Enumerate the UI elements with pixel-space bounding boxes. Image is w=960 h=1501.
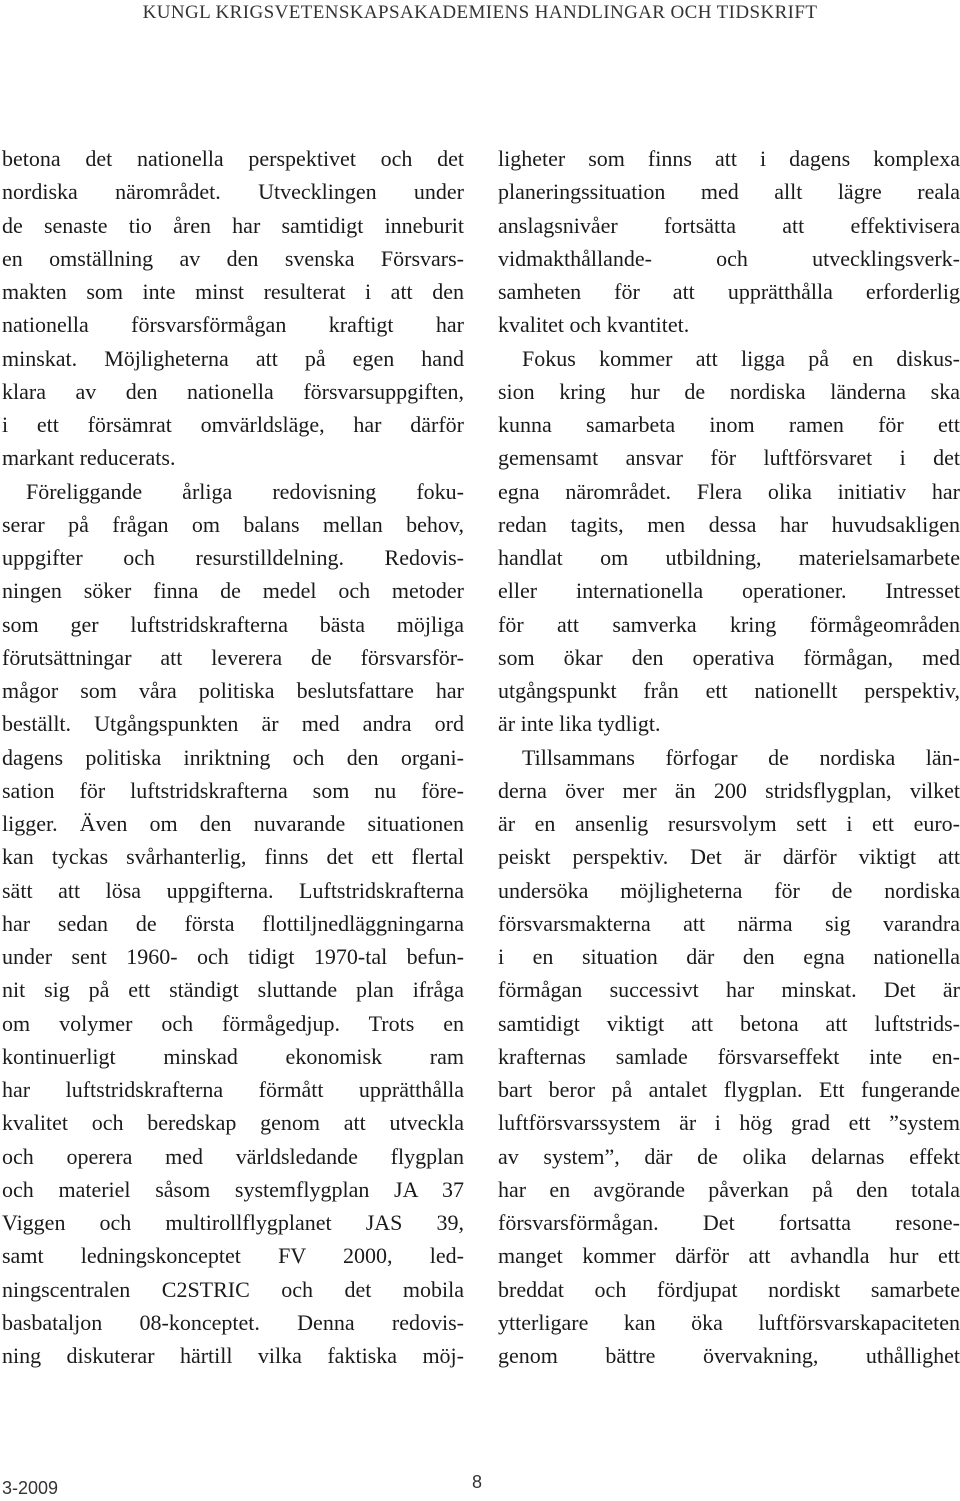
text-line: har en avgörande påverkan på den totala bbox=[498, 1176, 960, 1202]
text-line: mågor som våra politiska beslutsfattare har bbox=[2, 678, 464, 703]
text-line: nit sig på ett ständigt sluttande plan ifråga bbox=[2, 977, 464, 1003]
text-line: breddat och fördjupat nordiskt samarbete bbox=[498, 1276, 960, 1302]
text-line: samt ledningskonceptet FV 2000, led- bbox=[2, 1243, 464, 1269]
text-line: försvarsförmågan. Det fortsatta resone- bbox=[498, 1210, 960, 1235]
text-line: betona det nationella perspektivet och det bbox=[2, 146, 464, 171]
text-line: har luftstridskrafterna förmått upprätthålla bbox=[2, 1077, 464, 1102]
text-line: har sedan de första flottiljnedläggningarna bbox=[2, 910, 464, 936]
left-text-column bbox=[2, 142, 464, 1372]
text-line: ligheter som finns att i dagens komplexa bbox=[498, 146, 960, 171]
text-line: ligger. Även om den nuvarande situationen bbox=[2, 811, 464, 836]
text-line: nationella försvarsförmågan kraftigt har bbox=[2, 312, 464, 338]
text-line: som ökar den operativa förmågan, med bbox=[498, 644, 960, 670]
text-line: sion kring hur de nordiska länderna ska bbox=[498, 378, 960, 404]
paragraph-first-line: Föreliggande årliga redovisning foku- bbox=[26, 478, 464, 504]
text-line: vidmakthållande- och utvecklingsverk- bbox=[498, 245, 960, 271]
text-line: försvarsmakterna att närma sig varandra bbox=[498, 910, 960, 936]
text-line: krafternas samlade försvarseffekt inte en- bbox=[498, 1043, 960, 1069]
text-line: gemensamt ansvar för luftförsvaret i det bbox=[498, 445, 960, 471]
text-line: är inte lika tydligt. bbox=[498, 711, 661, 737]
text-line: kontinuerligt minskad ekonomisk ram bbox=[2, 1043, 464, 1069]
text-line: bart beror på antalet flygplan. Ett fungerande bbox=[498, 1077, 960, 1102]
right-text-column bbox=[498, 142, 960, 1372]
text-line: sation för luftstridskrafterna som nu före- bbox=[2, 777, 464, 803]
text-line: och materiel såsom systemflygplan JA 37 bbox=[2, 1176, 464, 1202]
text-line: förmågan successivt har minskat. Det är bbox=[498, 977, 960, 1003]
text-line: makten som inte minst resulterat i att den bbox=[2, 279, 464, 304]
text-line: ning diskuterar härtill vilka faktiska möj- bbox=[2, 1343, 464, 1368]
text-line: i en situation där den egna nationella bbox=[498, 944, 960, 969]
text-line: egna närområdet. Flera olika initiativ har bbox=[498, 478, 960, 504]
text-line: för att samverka kring förmågeområden bbox=[498, 611, 960, 637]
text-line: minskat. Möjligheterna att på egen hand bbox=[2, 345, 464, 371]
text-line: klara av den nationella försvarsuppgiften, bbox=[2, 378, 464, 404]
text-line: peiskt perspektiv. Det är därför viktigt att bbox=[498, 844, 960, 870]
text-line: ytterligare kan öka luftförsvarskapaciteten bbox=[498, 1309, 960, 1335]
text-line: handlat om utbildning, materielsamarbete bbox=[498, 545, 960, 570]
text-line: luftförsvarssystem är i hög grad ett ”system bbox=[498, 1110, 960, 1136]
text-line: samtidigt viktigt att betona att luftstrids- bbox=[498, 1010, 960, 1036]
text-line: och operera med världsledande flygplan bbox=[2, 1143, 464, 1169]
text-line: sätt att lösa uppgifterna. Luftstridskrafterna bbox=[2, 877, 464, 903]
text-line: kan tyckas svårhanterlig, finns det ett flertal bbox=[2, 844, 464, 870]
issue-number: 3-2009 bbox=[2, 1478, 59, 1498]
paragraph-first-line: Tillsammans förfogar de nordiska län- bbox=[522, 744, 960, 770]
text-line: beställt. Utgångspunkten är med andra ord bbox=[2, 711, 464, 737]
text-line: dagens politiska inriktning och den organi- bbox=[2, 744, 464, 770]
text-line: om volymer och förmågedjup. Trots en bbox=[2, 1010, 464, 1036]
text-line: under sent 1960- och tidigt 1970-tal befun- bbox=[2, 944, 464, 969]
text-line: planeringssituation med allt lägre reala bbox=[498, 179, 960, 205]
text-line: serar på frågan om balans mellan behov, bbox=[2, 511, 464, 537]
paragraph-first-line: Fokus kommer att ligga på en diskus- bbox=[522, 345, 960, 371]
text-line: kunna samarbeta inom ramen för ett bbox=[498, 412, 960, 437]
text-line: i ett försämrat omvärldsläge, har därför bbox=[2, 412, 464, 437]
text-line: manget kommer därför att avhandla hur ett bbox=[498, 1243, 960, 1269]
text-line: kvalitet och kvantitet. bbox=[498, 312, 690, 338]
text-line: genom bättre övervakning, uthållighet bbox=[498, 1343, 960, 1368]
text-line: förutsättningar att leverera de försvarsför- bbox=[2, 644, 464, 670]
text-line: derna över mer än 200 stridsflygplan, vilket bbox=[498, 777, 960, 803]
text-line: av system”, där de olika delarnas effekt bbox=[498, 1143, 960, 1169]
text-line: som ger luftstridskrafterna bästa möjliga bbox=[2, 611, 464, 637]
text-line: redan tagits, men dessa har huvudsakligen bbox=[498, 511, 960, 537]
text-line: eller internationella operationer. Intresset bbox=[498, 578, 960, 604]
text-line: nordiska närområdet. Utvecklingen under bbox=[2, 179, 464, 205]
text-line: basbataljon 08-konceptet. Denna redovis- bbox=[2, 1309, 464, 1335]
text-line: kvalitet och beredskap genom att utveckla bbox=[2, 1110, 464, 1136]
text-line: anslagsnivåer fortsätta att effektivisera bbox=[498, 212, 960, 238]
text-line: ningen söker finna de medel och metoder bbox=[2, 578, 464, 604]
text-line: utgångspunkt från ett nationellt perspektiv, bbox=[498, 678, 960, 703]
text-line: är en ansenlig resursvolym sett i ett euro- bbox=[498, 811, 960, 836]
text-line: en omställning av den svenska Försvars- bbox=[2, 245, 464, 271]
text-line: Viggen och multirollflygplanet JAS 39, bbox=[2, 1210, 464, 1235]
text-line: undersöka möjligheterna för de nordiska bbox=[498, 877, 960, 903]
text-line: ningscentralen C2STRIC och det mobila bbox=[2, 1276, 464, 1302]
page-number: 8 bbox=[472, 1472, 483, 1492]
text-line: uppgifter och resurstilldelning. Redovis- bbox=[2, 545, 464, 570]
text-line: samheten för att upprätthålla erforderlig bbox=[498, 279, 960, 304]
running-head-title: KUNGL KRIGSVETENSKAPSAKADEMIENS HANDLINGAR OCH TIDSKRIFT bbox=[142, 2, 818, 23]
text-line: markant reducerats. bbox=[2, 445, 176, 471]
text-line: de senaste tio åren har samtidigt inneburit bbox=[2, 212, 464, 238]
